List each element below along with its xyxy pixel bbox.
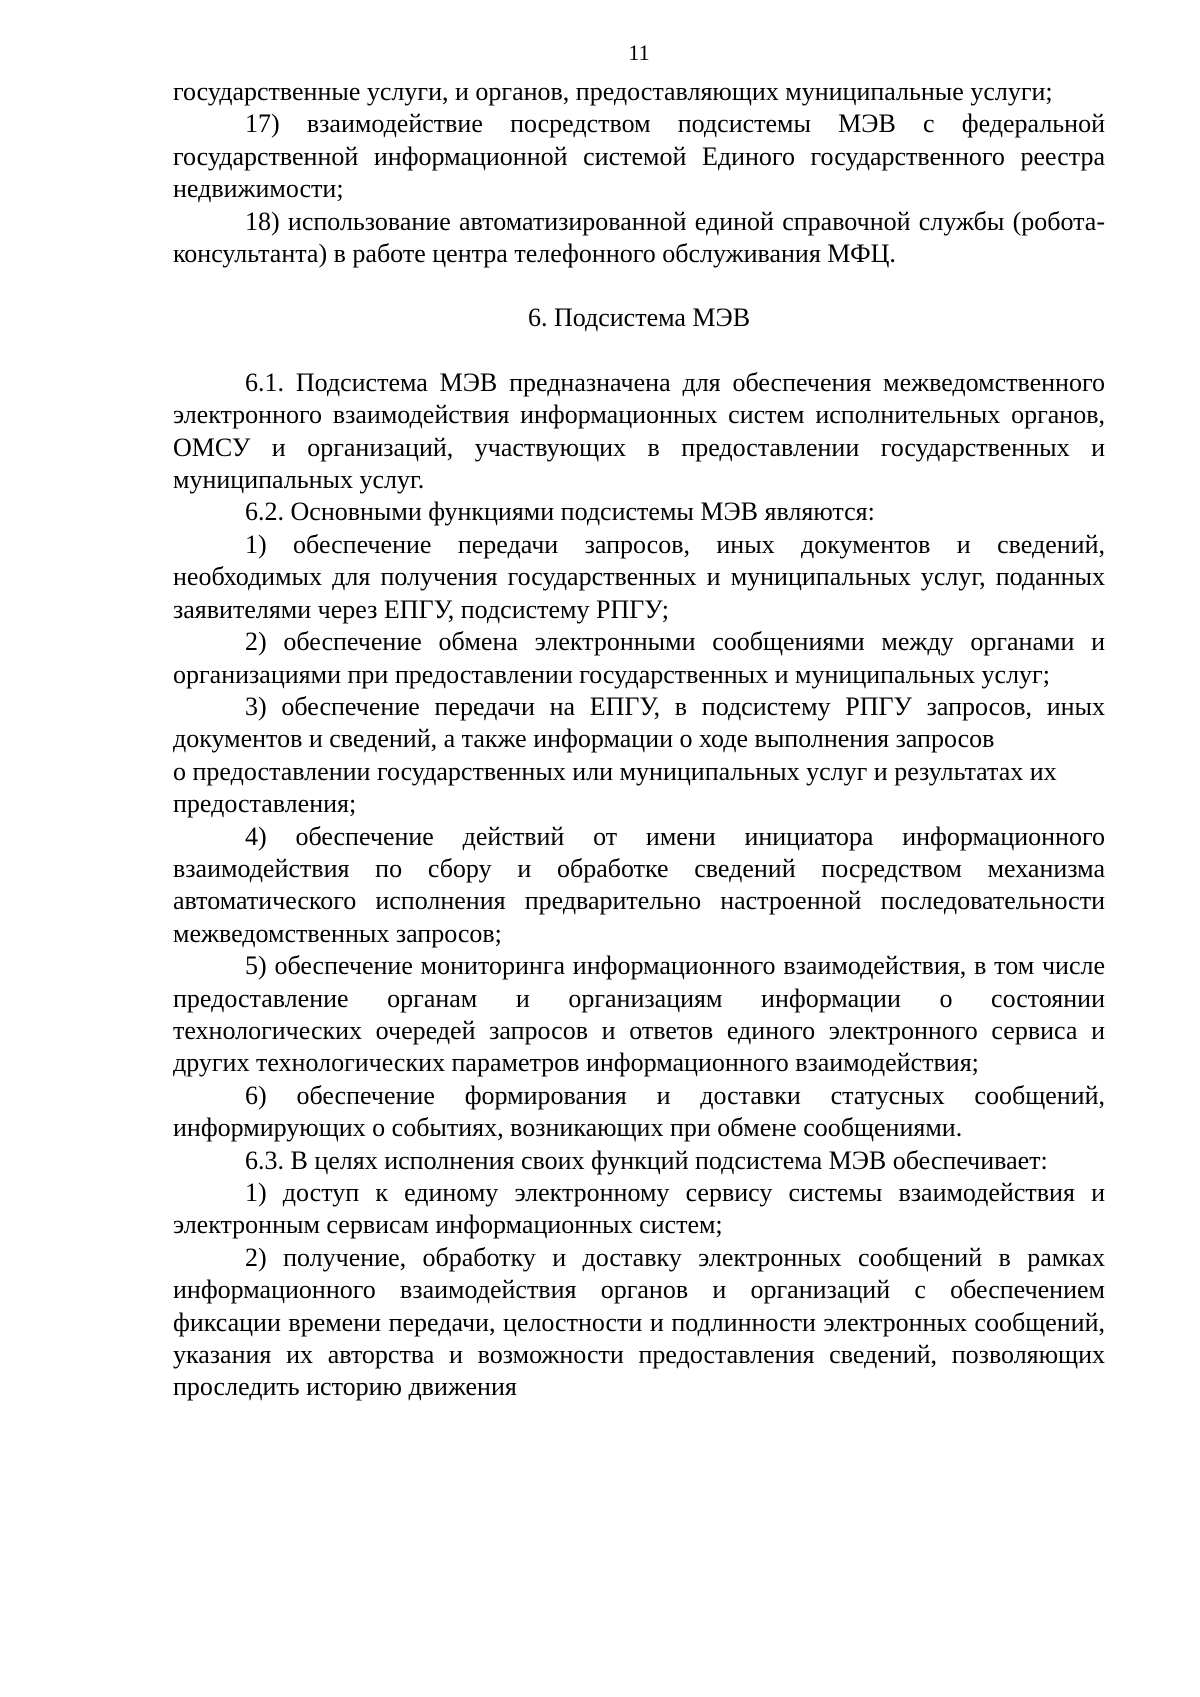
page-number: 11 (628, 40, 650, 65)
function-item-5: 5) обеспечение мониторинга информационного взаимодействия, в том числе предоставление органам и организациям информации о состоянии технологических очередей запросов и ответов единого электронного сервиса и других технологических параметров информационного взаимодействия; (173, 951, 1105, 1078)
function-item-1: 1) обеспечение передачи запросов, иных документов и сведений, необходимых для получения государственных и муниципальных услуг, поданных заявителями через ЕПГУ, подсистему РПГУ; (173, 529, 1105, 624)
paragraph-6-3: 6.3. В целях исполнения своих функций подсистема МЭВ обеспечивает: (245, 1145, 1048, 1175)
provision-item-2: 2) получение, обработку и доставку электронных сообщений в рамках информационного взаимодействия органов и организаций с обеспечением фиксации времени передачи, целостности и подлинности электронных сообщений, указания их авторства и возможности предоставления сведений, позволяющих проследить историю движения (173, 1242, 1105, 1402)
function-item-3-continuation: о предоставлении государственных или муниципальных услуг и результатах их предоставления; (173, 756, 1057, 819)
paragraph-6-2: 6.2. Основными функциями подсистемы МЭВ являются: (245, 497, 875, 527)
function-item-4: 4) обеспечение действий от имени инициатора информационного взаимодействия по сбору и обработке сведений посредством механизма автоматического исполнения предварительно настроенной последовательности межведомственных запросов; (173, 821, 1105, 948)
function-item-3: 3) обеспечение передачи на ЕПГУ, в подсистему РПГУ запросов, иных документов и сведений, а также информации о ходе выполнения запросов (173, 691, 1105, 754)
list-item-18: 18) использование автоматизированной единой справочной службы (робота-консультанта) в работе центра телефонного обслуживания МФЦ. (173, 206, 1105, 269)
function-item-2: 2) обеспечение обмена электронными сообщениями между органами и организациями при предоставлении государственных и муниципальных услуг; (173, 627, 1105, 689)
paragraph-6-1: 6.1. Подсистема МЭВ предназначена для обеспечения межведомственного электронного взаимодействия информационных систем исполнительных органов, ОМСУ и организаций, участвующих в предоставлении государственных и муниципальных услуг. (173, 367, 1105, 495)
document-page (173, 40, 1105, 1404)
section-heading: 6. Подсистема МЭВ (527, 303, 751, 333)
list-item-17: 17) взаимодействие посредством подсистемы МЭВ с федеральной государственной информационной системой Единого государственного реестра недвижимости; (173, 109, 1105, 204)
provision-item-1: 1) доступ к единому электронному сервису системы взаимодействия и электронным сервисам информационных систем; (173, 1178, 1105, 1240)
function-item-6: 6) обеспечение формирования и доставки статусных сообщений, информирующих о событиях, возникающих при обмене сообщениями. (173, 1080, 1105, 1143)
continuation-paragraph: государственные услуги, и органов, предоставляющих муниципальные услуги; (173, 77, 1053, 106)
